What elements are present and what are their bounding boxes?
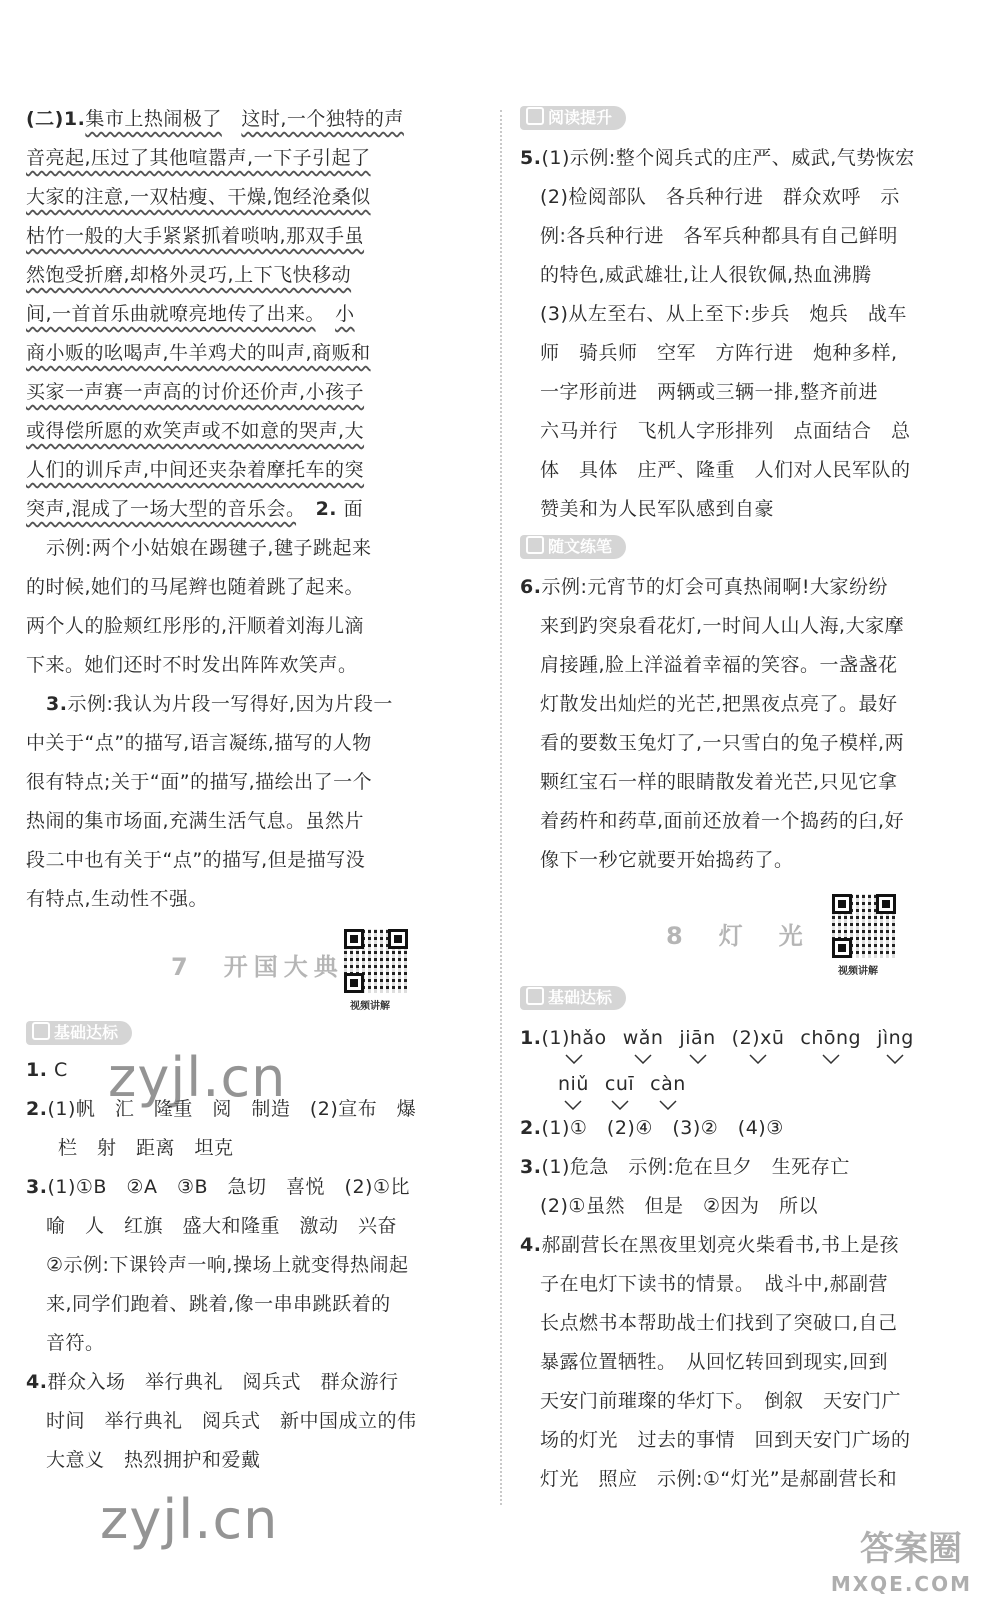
answer-line: ②示例:下课铃声一响,操场上就变得热闹起 xyxy=(46,1254,409,1276)
answer-line: 6.示例:元宵节的灯会可真热闹啊!大家纷纷 xyxy=(520,576,888,598)
answer-line: 大意义 热烈拥护和爱戴 xyxy=(46,1449,261,1471)
text-line: 买家一声赛一声高的讨价还价声,小孩子 xyxy=(26,381,365,403)
chapter-title: 8 灯 光 xyxy=(666,922,809,950)
answer-line: 子在电灯下读书的情景。 战斗中,郝副营 xyxy=(540,1273,889,1295)
answer-line: 体 具体 庄严、隆重 人们对人民军队的 xyxy=(540,459,911,481)
section-tag: 基础达标 xyxy=(520,980,982,1019)
pinyin-answer: niǔ xyxy=(558,1065,589,1104)
watermark: MXQE.COM xyxy=(830,1572,972,1596)
book-icon xyxy=(526,107,544,125)
answer-line: (3)从左至右、从上至下:步兵 炮兵 战车 xyxy=(540,303,907,325)
answer-line: 像下一秒它就要开始捣药了。 xyxy=(540,849,794,871)
text-line: 有特点,生动性不强。 xyxy=(26,888,209,910)
section-tag: 阅读提升 xyxy=(520,100,982,139)
text-line: 突声,混成了一场大型的音乐会。 2. 面 xyxy=(26,498,364,520)
answer-line: 时间 举行典礼 阅兵式 新中国成立的伟 xyxy=(46,1410,417,1432)
answer-line: 栏 射 距离 坦克 xyxy=(58,1137,234,1159)
left-column xyxy=(26,100,476,1480)
text-line: 中关于“点”的描写,语言凝练,描写的人物 xyxy=(26,732,372,754)
answer-line: (2)检阅部队 各兵种行进 群众欢呼 示 xyxy=(540,186,900,208)
chapter-title: 7 开国大典 xyxy=(171,953,344,981)
text-line: 下来。她们还时不时发出阵阵欢笑声。 xyxy=(26,654,358,676)
watermark-logo: 答案圈 xyxy=(860,1529,962,1569)
answer-line: 长点燃书本帮助战士们找到了突破口,自己 xyxy=(540,1312,898,1334)
answer-line: 肩接踵,脸上洋溢着幸福的笑容。一盏盏花 xyxy=(540,654,898,676)
watermark: zyjl.cn xyxy=(108,1046,287,1109)
text-line: 的时候,她们的马尾辫也随着跳了起来。 xyxy=(26,576,365,598)
answer-line: 一字形前进 两辆或三辆一排,整齐前进 xyxy=(540,381,879,403)
text-line: 段二中也有关于“点”的描写,但是描写没 xyxy=(26,849,366,871)
answer-line: 来,同学们跑着、跳着,像一串串跳跃着的 xyxy=(46,1293,391,1315)
text-line: 示例:两个小姑娘在踢毽子,毽子跳起来 xyxy=(46,537,372,559)
pinyin-answer: (2)xū xyxy=(732,1019,785,1058)
text-line: 很有特点;关于“面”的描写,描绘出了一个 xyxy=(26,771,373,793)
answer-line: 赞美和为人民军队感到自豪 xyxy=(540,498,775,520)
text-line: 两个人的脸颊红彤彤的,汗顺着刘海儿滴 xyxy=(26,615,365,637)
answer-line: 4.群众入场 举行典礼 阅兵式 群众游行 xyxy=(26,1371,399,1393)
qr-caption: 视频讲解 xyxy=(838,966,878,977)
document-icon xyxy=(526,987,544,1005)
section-tag: 随文练笔 xyxy=(520,529,982,568)
answer-line: (2)①虽然 但是 ②因为 所以 xyxy=(540,1195,818,1217)
answer-line: 3.(1)危急 示例:危在旦夕 生死存亡 xyxy=(520,1156,850,1178)
pinyin-answer: (1)hǎo xyxy=(541,1019,606,1058)
pinyin-answer: jìng xyxy=(877,1019,914,1058)
pencil-icon xyxy=(526,536,544,554)
document-icon xyxy=(32,1022,50,1040)
pinyin-answer: wǎn xyxy=(623,1019,664,1058)
column-divider xyxy=(500,110,502,1505)
pinyin-answer: chōng xyxy=(800,1019,861,1058)
answer-line: 2.(1)帆 汇 隆重 阅 制造 (2)宣布 爆 xyxy=(26,1098,417,1120)
chapter-7-header xyxy=(26,919,476,1012)
text-line: 然饱受折磨,却格外灵巧,上下飞快移动 xyxy=(26,264,352,286)
text-line: 大家的注意,一双枯瘦、干燥,饱经沧桑似 xyxy=(26,186,371,208)
answer-line: 天安门前璀璨的华灯下。 倒叙 天安门广 xyxy=(540,1390,902,1412)
answer-line: 喻 人 红旗 盛大和隆重 激动 兴奋 xyxy=(46,1215,398,1237)
qr-code-icon[interactable] xyxy=(344,929,408,993)
answer-line: 灯散发出灿烂的光芒,把黑夜点亮了。最好 xyxy=(540,693,898,715)
section-tag: 基础达标 xyxy=(26,1015,476,1051)
answer-line: 看的要数玉兔灯了,一只雪白的兔子模样,两 xyxy=(540,732,905,754)
pinyin-answer: cuī xyxy=(605,1065,634,1104)
qr-caption: 视频讲解 xyxy=(350,1001,390,1012)
pinyin-line: 1.(1)hǎo wǎn jiān (2)xū chōng jìng xyxy=(520,1019,982,1065)
answer-line: 2.(1)① (2)④ (3)② (4)③ xyxy=(520,1117,784,1139)
chapter-8-header xyxy=(520,880,982,980)
text-line: (二)1.集市上热闹极了 这时,一个独特的声 xyxy=(26,108,404,130)
answer-line: 来到趵突泉看花灯,一时间人山人海,大家摩 xyxy=(540,615,905,637)
answer-line: 音符。 xyxy=(46,1332,105,1354)
pinyin-line xyxy=(520,1065,982,1109)
text-line: 音亮起,压过了其他喧嚣声,一下子引起了 xyxy=(26,147,371,169)
answer-line: 1. C xyxy=(26,1059,68,1081)
text-line: 枯竹一般的大手紧紧抓着唢呐,那双手虽 xyxy=(26,225,365,247)
answer-line: 暴露位置牺牲。 从回忆转回到现实,回到 xyxy=(540,1351,889,1373)
answer-line: 师 骑兵师 空军 方阵行进 炮种多样, xyxy=(540,342,898,364)
text-line: 或得偿所愿的欢笑声或不如意的哭声,大 xyxy=(26,420,365,442)
text-line: 热闹的集市场面,充满生活气息。虽然片 xyxy=(26,810,365,832)
watermark: zyjl.cn xyxy=(100,1488,279,1551)
qr-code-icon[interactable] xyxy=(832,894,896,958)
text-line: 商小贩的吆喝声,牛羊鸡犬的叫声,商贩和 xyxy=(26,342,371,364)
pinyin-answer: càn xyxy=(650,1065,686,1104)
pinyin-answer: jiān xyxy=(679,1019,715,1058)
answer-line: 的特色,威武雄壮,让人很钦佩,热血沸腾 xyxy=(540,264,872,286)
answer-line: 5.(1)示例:整个阅兵式的庄严、威武,气势恢宏 xyxy=(520,147,915,169)
answer-line: 着药杵和药草,面前还放着一个捣药的臼,好 xyxy=(540,810,905,832)
text-line: 人们的训斥声,中间还夹杂着摩托车的突 xyxy=(26,459,365,481)
answer-line: 例:各兵种行进 各军兵种都具有自己鲜明 xyxy=(540,225,898,247)
answer-line: 4.郝副营长在黑夜里划亮火柴看书,书上是孩 xyxy=(520,1234,899,1256)
answer-line: 场的灯光 过去的事情 回到天安门广场的 xyxy=(540,1429,911,1451)
answer-line: 颗红宝石一样的眼睛散发着光芒,只见它拿 xyxy=(540,771,898,793)
text-line: 间,一首首乐曲就嘹亮地传了出来。 小 xyxy=(26,303,355,325)
right-column xyxy=(520,100,982,1499)
text-line: 3.示例:我认为片段一写得好,因为片段一 xyxy=(46,693,393,715)
answer-line: 六马并行 飞机人字形排列 点面结合 总 xyxy=(540,420,911,442)
answer-line: 3.(1)①B ②A ③B 急切 喜悦 (2)①比 xyxy=(26,1176,410,1198)
answer-line: 灯光 照应 示例:①“灯光”是郝副营长和 xyxy=(540,1468,898,1490)
